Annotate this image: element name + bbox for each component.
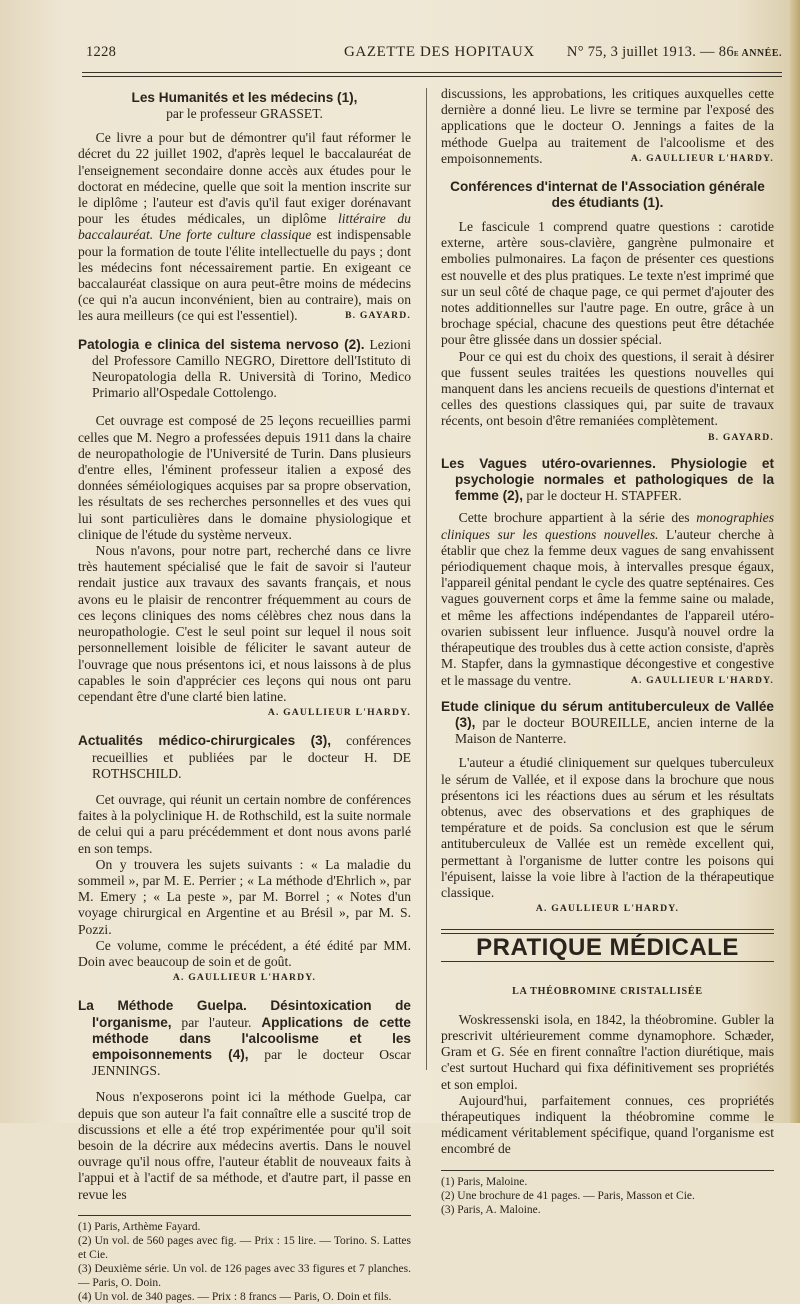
review-body-conferences-1: Le fascicule 1 comprend quatre questions : carotide externe, artère sous-clavière, gangrène pulmonaire et embolies pulmonaires. La façon de présenter ces questions est nouvelle et des plus pratiques. Le texte n'est imprimé que sur un seul côté de chaque page, ce qui permet d'ajouter des notes additionnelles sur l'autre page. En outre, grâce à un brochage spécial, chacune des questions peut être détachée pour être glissée dans un dossier spécial.	[441, 219, 774, 348]
footnote: (1) Paris, Arthème Fayard.	[78, 1220, 201, 1233]
footnote: (4) Un vol. de 340 pages. — Prix : 8 francs — Paris, O. Doin et fils.	[78, 1290, 392, 1303]
review-byline-grasset: par le professeur GRASSET.	[166, 106, 323, 121]
review-body-guelpa-continued: discussions, les approbations, les critiques auxquelles cette dernière a donné lieu. Le livre se termine par l'exposé des applications que le docteur O. Jennings a faites de la méthode Guelpa au traitement de l'alcoolisme et des empoisonnements. A. GAULLIEUR L'HARDY.	[441, 86, 774, 166]
footnote: (2) Une brochure de 41 pages. — Paris, Masson et Cie.	[441, 1189, 695, 1202]
footnote: (3) Deuxième série. Un vol. de 126 pages avec 33 figures et 7 planches. — Paris, O. Doin.	[78, 1262, 411, 1289]
review-body-actualites-1: Cet ouvrage, qui réunit un certain nombre de conférences faites à la polyclinique H. de Rothschild, est la suite normale de celui qui a paru précédemment et dont nous avons parlé en son temps.	[78, 791, 411, 856]
review-body-guelpa: Nous n'exposerons point ici la méthode Guelpa, car depuis que son auteur l'a fait connaître elle a suscité trop de discussions et elle a été trop expérimentée pour qu'il soit besoin de la décrire aux médecins avertis. Dans le nouvel ouvrage qu'il nous offre, l'auteur établit de nouveaux faits à l'appui et à l'actif de sa méthode, et d'autre part, il passe en revue les	[78, 1089, 411, 1202]
review-body-actualites-3: Ce volume, comme le précédent, a été édité par MM. Doin avec beaucoup de soin et de goût.	[78, 937, 411, 969]
signature-gayard: B. GAYARD.	[708, 431, 774, 443]
review-body-humanites: Ce livre a pour but de démontrer qu'il faut réformer le décret du 22 juillet 1902, d'après lequel le baccalauréat de l'enseignement secondaire donne accès aux études pour le doctorat en médecine, quelle que soit la mention inscrite sur le diplôme ; l'auteur est d'avis qu'il faut exiger dorénavant pour les études médicales, un diplôme littéraire du baccalauréat. Une forte culture classique est indispensable pour la formation de toute l'élite intellectuelle du pays ; dont les médecins font nécessairement partie. En exigeant ce baccalauréat classique on aura peut-être moins de médecins (ce qui n'a aucun inconvénient, bien au contraire), mais on les aura meilleurs (ce qui est l'essentiel). B. GAYARD.	[78, 130, 411, 324]
review-body-patologia-2: Nous n'avons, pour notre part, recherché dans ce livre très hautement spécialisé que le fait de savoir si l'auteur rendait justice aux travaux des savants français, et nous avons eu le plaisir de rencontrer fréquemment au cours de ces leçons cliniques des noms célèbres chez nous dans la neuropathologie. C'est le seul point sur lequel il nous soit personnellement loisible de féliciter le savant auteur de l'ouvrage que nous présentons ici, et nous laissons à de plus capables le soin d'apprécier ces leçons qui nous ont paru cependant être d'une clarté bien latine.	[78, 543, 411, 704]
article-body-theobromine-1: Woskressenski isola, en 1842, la théobromine. Gubler la prescrivit ultérieurement comme dynamophore. Schæder, Gram et G. Sée en firent connaître l'action diurétique, mais c'est surtout Huchard qui fixa définitivement ses propriétés et son emploi.	[441, 1011, 774, 1092]
review-body-conferences-2: Pour ce qui est du choix des questions, il serait à désirer que fussent seules traitées les questions nouvelles qui manquent dans les anciens recueils de questions d'internat et celles des questions classiques qui, par suite de travaux récents, ont besoin d'être remaniées complètement.	[441, 348, 774, 429]
review-body-serum: L'auteur a étudié cliniquement sur quelques tuberculeux le sérum de Vallée, et il expose dans la brochure que nous présentons ici les réactions dues au sérum et les résultats obtenus, avec des observations et des graphiques de température et de poids. Sa conclusion est que le sérum antituberculeux de Vallée est un remède excellent qui, permettant à l'organisme de lutter contre les poisons qui l'épuisent, laisse la voie libre à l'action de la thérapeutique classique.	[441, 755, 774, 900]
footnotes-left	[78, 1220, 411, 1304]
footnote: (2) Un vol. de 560 pages avec fig. — Prix : 15 lire. — Torino. S. Lattes et Cie.	[78, 1234, 411, 1261]
column-divider	[426, 88, 427, 1070]
signature-gaullieur: A. GAULLIEUR L'HARDY.	[630, 674, 774, 686]
section-banner-pratique: PRATIQUE MÉDICALE	[476, 934, 739, 962]
review-title-guelpa: La Méthode Guelpa. Désintoxication de l'organisme, par l'auteur. Applications de cette méthode dans l'alcoolisme et les empoisonnements (4), par le docteur Oscar JENNINGS.	[78, 998, 411, 1079]
page-edge	[790, 0, 800, 1123]
review-title-humanites: Les Humanités et les médecins (1),	[131, 90, 358, 105]
footnote: (3) Paris, A. Maloine.	[441, 1203, 541, 1216]
header-rule	[82, 72, 782, 73]
review-body-vagues: Cette brochure appartient à la série des monographies cliniques sur les questions nouvelles. L'auteur cherche à établir que chez la femme deux vagues de sang envahissent périodiquement chaque mois, à intervalles presque égaux, l'appareil génital pendant le cycle des quatre septénaires. Ces vagues gouvernent corps et âme la femme saine ou malade, et même les affections indépendantes de l'appareil utéro-ovarien subissent leur influence. Jusqu'à nouvel ordre la thérapeutique des troubles dus à cette action consiste, d'après M. Stapfer, dans la gymnastique décongestive et congestive et le massage du ventre. A. GAULLIEUR L'HARDY.	[441, 510, 774, 688]
review-body-actualites-2: On y trouvera les sujets suivants : « La maladie du sommeil », par M. E. Perrier ; « La méthode d'Ehrlich », par M. Emery ; « La peste », par M. Borrel ; « Notes d'un voyage chirurgical en Argentine et au Brésil », par M. S. Pozzi.	[78, 856, 411, 937]
signature-gaullieur: A. GAULLIEUR L'HARDY.	[172, 972, 317, 984]
issue-date: N° 75, 3 juillet 1913. — 86	[566, 44, 734, 60]
review-title-vagues: Les Vagues utéro-ovariennes. Physiologie et psychologie normales et pathologiques de la femme (2), par le docteur H. STAPFER.	[441, 455, 774, 504]
signature-gayard: B. GAYARD.	[345, 310, 411, 322]
footnote: (1) Paris, Maloine.	[441, 1175, 528, 1188]
review-title-patologia: Patologia e clinica del sistema nervoso (2). Lezioni del Professore Camillo NEGRO, Direttore dell'Istituto di Neuropatologia della R. Università di Torino, Medico Primario all'Ospedale Cottolengo.	[78, 336, 411, 401]
review-title-conferences: Conférences d'internat de l'Association générale des étudiants (1).	[450, 179, 765, 211]
signature-gaullieur: A. GAULLIEUR L'HARDY.	[630, 152, 774, 164]
page-number: 1228	[86, 44, 117, 60]
header-rule-second	[82, 76, 782, 77]
page-header	[82, 44, 782, 66]
issue-info	[567, 44, 782, 61]
issue-year-label: e ANNÉE.	[733, 48, 782, 59]
signature-gaullieur: A. GAULLIEUR L'HARDY.	[535, 903, 680, 915]
article-title-theobromine: LA THÉOBROMINE CRISTALLISÉE	[512, 985, 703, 997]
right-column	[441, 86, 774, 1217]
article-body-theobromine-2: Aujourd'hui, parfaitement connues, ces propriétés thérapeutiques indiquent la théobromine comme le médicament véritablement spécifique, quand l'organisme est encombré de	[441, 1092, 774, 1157]
signature-gaullieur: A. GAULLIEUR L'HARDY.	[267, 707, 411, 719]
left-column	[78, 86, 411, 1304]
review-title-serum: Etude clinique du sérum antituberculeux de Vallée (3), par le docteur BOUREILLE, ancien interne de la Maison de Nanterre.	[441, 698, 774, 747]
review-title-actualites: Actualités médico-chirurgicales (3), conférences recueillies et publiées par le docteur H. DE ROTHSCHILD.	[78, 733, 411, 781]
footnotes-right	[441, 1175, 774, 1217]
review-body-patologia-1: Cet ouvrage est composé de 25 leçons recueillies parmi celles que M. Negro a professées depuis 1911 dans la chaire de neuropathologie de l'Université de Turin. Dans plusieurs d'entre elles, l'éminent professeur italien a exposé des données séméiologiques acquises par sa propre observation, les résultats de ses recherches personnelles et des vues qui lui sont particulières dans le domaine physiologique et clinique de l'étude du système nerveux.	[78, 413, 411, 542]
footnote-rule	[78, 1215, 411, 1216]
footnote-rule	[441, 1170, 774, 1171]
journal-title: GAZETTE DES HOPITAUX	[344, 44, 535, 60]
